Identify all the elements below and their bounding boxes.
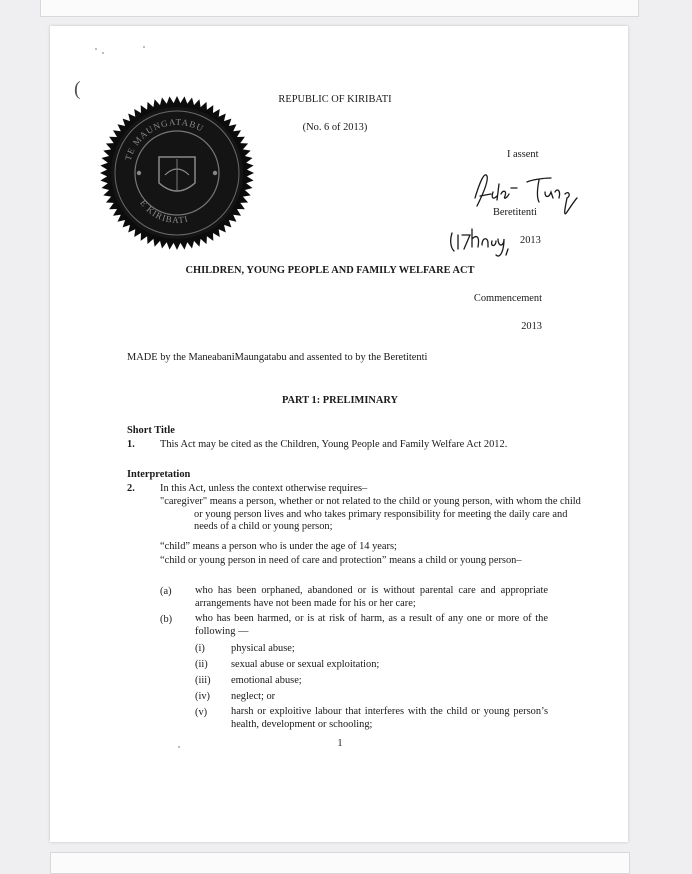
section-heading: Short Title <box>127 425 175 436</box>
seal-bottom-text: E KIRIBATI <box>138 197 190 226</box>
subitem-label: (ii) <box>195 659 208 670</box>
item-text: who has been orphaned, abandoned or is without parental care and appropriate arrangements have not been made for his or her care; <box>195 585 548 609</box>
commencement-year: 2013 <box>521 321 542 332</box>
definition-child: “child” means a person who is under the age of 14 years; <box>160 541 397 552</box>
definition-caregiver: "caregiver" means a person, whether or not related to the child or young person, with whom the child or young person lives and who takes primary responsibility for meeting the daily care and needs of a child or young person; <box>160 496 581 533</box>
subitem-text: sexual abuse or sexual exploitation; <box>231 659 380 670</box>
item-label: (a) <box>160 586 172 597</box>
seal-top-text: TE MAUNGATABU <box>122 116 206 162</box>
subitem-label: (i) <box>195 643 205 654</box>
scan-speck <box>102 52 104 54</box>
republic-heading: REPUBLIC OF KIRIBATI <box>278 94 392 105</box>
item-text: who has been harmed, or is at risk of harm, as a result of any one or more of the following — <box>195 613 548 637</box>
page-number: 1 <box>337 738 343 749</box>
parliament-seal-icon <box>99 95 255 251</box>
enacting-clause: MADE by the ManeabaniMaungatabu and assented to by the Beretitenti <box>127 352 428 363</box>
act-number: (No. 6 of 2013) <box>302 122 368 133</box>
scan-mark: ( <box>74 78 81 100</box>
handwritten-date-icon <box>448 225 520 261</box>
section-number: 2. <box>127 483 135 494</box>
section-text: In this Act, unless the context otherwise requires– <box>160 483 368 494</box>
item-label: (b) <box>160 614 173 625</box>
scan-speck <box>178 746 180 748</box>
previous-page-edge <box>40 0 639 17</box>
section-number: 1. <box>127 439 135 450</box>
commencement-label: Commencement <box>473 293 542 304</box>
document-page <box>50 26 628 842</box>
assent-year: 2013 <box>520 235 541 246</box>
subitem-text: neglect; or <box>231 691 276 702</box>
act-title: CHILDREN, YOUNG PEOPLE AND FAMILY WELFARE ACT <box>185 265 475 276</box>
subitem-label: (iv) <box>195 691 211 702</box>
definition-care-protection: “child or young person in need of care and protection” means a child or young person– <box>160 555 522 566</box>
section-text: This Act may be cited as the Children, Young People and Family Welfare Act 2012. <box>160 439 508 450</box>
section-heading: Interpretation <box>127 469 191 480</box>
subitem-label: (v) <box>195 707 208 718</box>
scan-speck <box>143 46 145 48</box>
subitem-text: harsh or exploitive labour that interferes with the child or young person’s health, development or schooling; <box>231 706 548 730</box>
part-heading: PART 1: PRELIMINARY <box>281 395 399 406</box>
subitem-text: physical abuse; <box>231 643 295 654</box>
assent-label: I assent <box>507 149 539 160</box>
subitem-text: emotional abuse; <box>231 675 302 686</box>
subitem-label: (iii) <box>195 675 211 686</box>
next-page-edge <box>50 852 630 874</box>
scan-speck <box>95 48 97 50</box>
assent-by: Beretitenti <box>493 207 537 218</box>
